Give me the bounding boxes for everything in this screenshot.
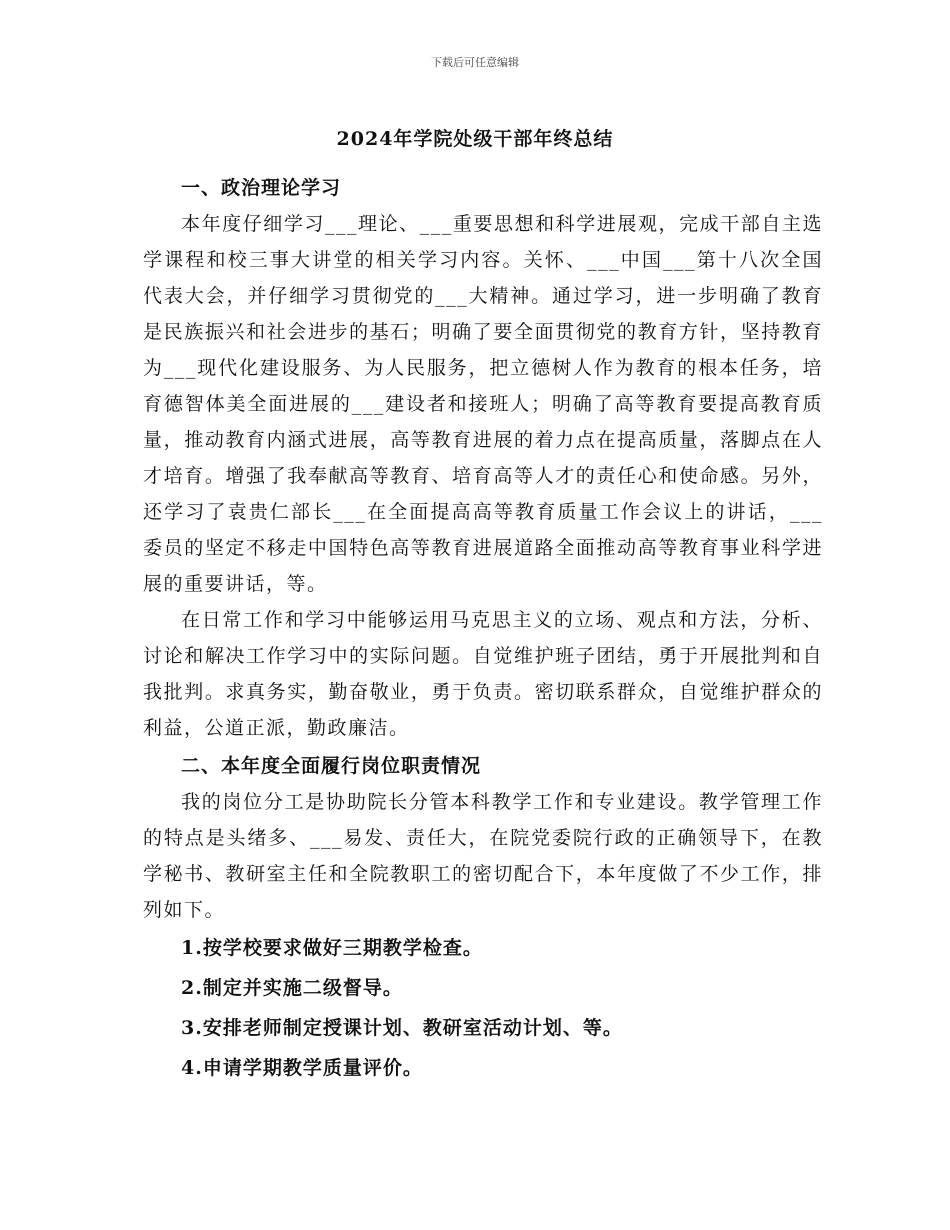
list-item: 2.制定并实施二级督导。 xyxy=(181,977,403,999)
paragraph: 本年度仔细学习___理论、___重要思想和科学进展观，完成干部自主选学课程和校三事大讲堂的相关学习内容。关怀、___中国___第十八次全国代表大会，并仔细学习贯彻党的___大精神。通过学习，进一步明确了教育是民族振兴和社会进步的基石；明确了要全面贯彻党的教育方针，坚持教育为___现代化建设服务、为人民服务，把立德树人作为教育的根本任务，培育德智体美全面进展的___建设者和接班人；明确了高等教育要提高教育质量，推动教育内涵式进展，高等教育进展的着力点在提高质量，落脚点在人才培育。增强了我奉献高等教育、培育高等人才的责任心和使命感。另外，还学习了袁贵仁部长___在全面提高高等教育质量工作会议上的讲话，___委员的坚定不移走中国特色高等教育进展道路全面推动高等教育事业科学进展的重要讲话，等。 xyxy=(143,213,823,595)
header-note: 下载后可任意编辑 xyxy=(431,56,519,69)
paragraph: 在日常工作和学习中能够运用马克思主义的立场、观点和方法，分析、讨论和解决工作学习中的实际问题。自觉维护班子团结，勇于开展批判和自我批判。求真务实，勤奋敬业，勇于负责。密切联系群众，自觉维护群众的利益，公道正派，勤政廉洁。 xyxy=(143,609,823,739)
section-2 xyxy=(143,748,823,1088)
list-item: 1.按学校要求做好三期教学检查。 xyxy=(181,937,483,959)
document-body xyxy=(143,168,823,1088)
document-title: 2024年学院处级干部年终总结 xyxy=(336,128,614,150)
paragraph: 我的岗位分工是协助院长分管本科教学工作和专业建设。教学管理工作的特点是头绪多、___易发、责任大，在院党委院行政的正确领导下，在教学秘书、教研室主任和全院教职工的密切配合下，本年度做了不少工作，排列如下。 xyxy=(143,791,823,921)
list-item: 3.安排老师制定授课计划、教研室活动计划、等。 xyxy=(181,1017,623,1039)
section-heading: 二、本年度全面履行岗位职责情况 xyxy=(181,755,482,777)
section-1 xyxy=(143,170,823,746)
section-heading: 一、政治理论学习 xyxy=(181,177,342,199)
list-item: 4.申请学期教学质量评价。 xyxy=(181,1057,423,1079)
